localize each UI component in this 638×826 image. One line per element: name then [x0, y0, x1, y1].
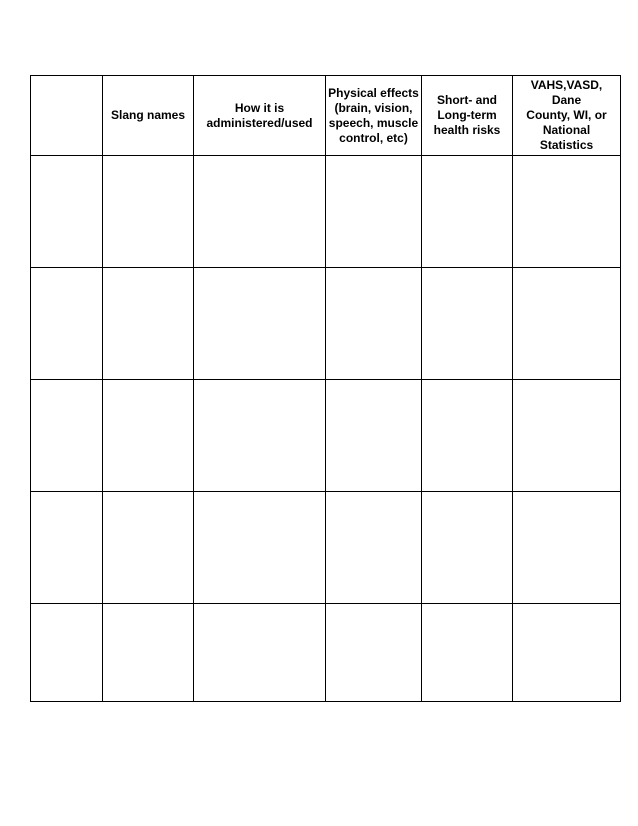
header-cell-health-risks: Short- and Long-term health risks	[422, 76, 513, 156]
table-row	[31, 604, 621, 702]
table-row	[31, 380, 621, 492]
table-cell[interactable]	[513, 268, 621, 380]
table-cell[interactable]	[326, 380, 422, 492]
table-cell[interactable]	[31, 492, 103, 604]
table-cell[interactable]	[103, 268, 194, 380]
header-cell-physical-effects: Physical effects (brain, vision, speech, muscle control, etc)	[326, 76, 422, 156]
header-cell-blank	[31, 76, 103, 156]
table-cell[interactable]	[103, 604, 194, 702]
table-row	[31, 268, 621, 380]
table-cell[interactable]	[194, 492, 326, 604]
table-row	[31, 156, 621, 268]
header-cell-slang-names: Slang names	[103, 76, 194, 156]
table-cell[interactable]	[194, 268, 326, 380]
header-cell-how-administered: How it is administered/used	[194, 76, 326, 156]
table-cell[interactable]	[422, 156, 513, 268]
table-row	[31, 492, 621, 604]
table-cell[interactable]	[513, 380, 621, 492]
table-cell[interactable]	[513, 492, 621, 604]
table-cell[interactable]	[326, 156, 422, 268]
table-cell[interactable]	[103, 492, 194, 604]
table-cell[interactable]	[31, 604, 103, 702]
table-cell[interactable]	[422, 604, 513, 702]
table-cell[interactable]	[194, 604, 326, 702]
table-cell[interactable]	[31, 380, 103, 492]
table-cell[interactable]	[422, 380, 513, 492]
table-cell[interactable]	[326, 604, 422, 702]
table-cell[interactable]	[326, 492, 422, 604]
table-cell[interactable]	[326, 268, 422, 380]
header-cell-statistics: VAHS,VASD, Dane County, WI, or National Statistics	[513, 76, 621, 156]
table-cell[interactable]	[513, 156, 621, 268]
table-cell[interactable]	[103, 380, 194, 492]
table-cell[interactable]	[422, 268, 513, 380]
table-header-row	[31, 76, 621, 156]
table-cell[interactable]	[513, 604, 621, 702]
table-cell[interactable]	[103, 156, 194, 268]
table-cell[interactable]	[194, 156, 326, 268]
drug-research-table	[30, 75, 621, 702]
table-cell[interactable]	[31, 268, 103, 380]
table-cell[interactable]	[422, 492, 513, 604]
table-cell[interactable]	[31, 156, 103, 268]
table-cell[interactable]	[194, 380, 326, 492]
